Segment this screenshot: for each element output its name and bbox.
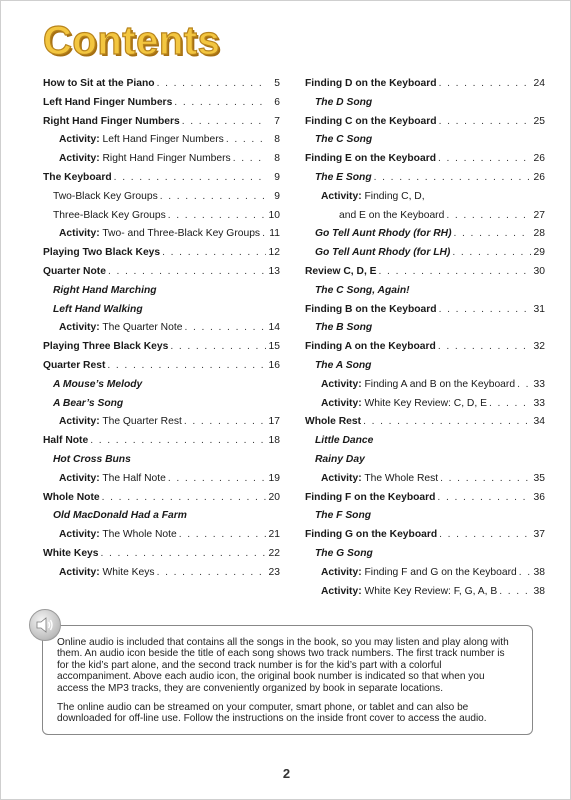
toc-entry-label [59,150,231,169]
toc-entry-label: Finding G on the Keyboard [305,529,438,541]
toc-entry-label [321,376,515,395]
toc-page-number: 24 [533,78,545,89]
toc-page-number: 30 [533,265,545,277]
toc-entry-label [59,225,260,244]
activity-prefix: Activity: [59,134,100,146]
toc-entry-label: Left Hand Walking [53,303,143,315]
toc-page-number: 10 [268,209,280,221]
toc-entry-label: The Keyboard [43,171,112,183]
toc-page-number: 36 [533,491,545,503]
dot-leader [487,395,531,414]
toc-entry [43,169,280,188]
toc-page-number: 6 [274,96,280,108]
dot-leader [497,583,531,602]
activity-title: White Key Review: C, D, E [364,397,487,409]
page-number: 2 [282,766,291,781]
dot-leader [99,545,266,564]
toc-page-number: 12 [268,247,280,259]
dot-leader [515,376,531,395]
toc-entry-label: The C Song [315,134,373,146]
activity-prefix: Activity: [59,472,100,484]
toc-entry-label: Old MacDonald Had a Farm [53,510,187,522]
dot-leader [517,564,531,583]
toc-page-number: 18 [268,435,280,447]
toc-entry [305,169,545,188]
toc-entry [43,75,280,94]
activity-title: The Quarter Rest [102,416,182,428]
toc-entry-label: Little Dance [315,435,374,447]
activity-title: The Quarter Note [102,322,183,334]
dot-leader [155,75,266,94]
dot-leader [106,263,266,282]
toc-entry [43,319,280,338]
activity-title: Left Hand Finger Numbers [102,134,224,146]
toc-page-number: 25 [533,115,545,127]
toc-right-column [305,75,545,601]
toc-entry-label [59,413,182,432]
toc-entry-label: Go Tell Aunt Rhody (for LH) [315,247,451,259]
toc-page-number: 16 [268,359,280,371]
dot-leader [435,489,531,508]
toc-entry-label: Finding D on the Keyboard [305,78,437,89]
activity-prefix: Activity: [59,416,100,428]
toc-entry [305,545,545,564]
toc-entry-label: Hot Cross Buns [53,453,131,465]
activity-prefix: Activity: [321,378,362,390]
toc-entry-label: The F Song [315,510,372,522]
toc-entry-label: Finding F on the Keyboard [305,491,436,503]
activity-title: White Key Review: F, G, A, B [364,585,498,597]
dot-leader [100,489,266,508]
toc-entry [305,188,545,207]
activity-prefix: Activity: [321,585,362,597]
activity-title: Finding A and B on the Keyboard [364,378,516,390]
audio-info-paragraph: Online audio is included that contains all the songs in the book, so you may listen and play along with them. An audio icon beside the title of each song shows two track numbers. The first track number is for the kid’s part alone, and the second track number is for the kid’s part with a colorful accompaniment. Above each audio icon, the original book number is indicated so that when you access the MP3 tracks, they are conveniently organized by book in separate locations. [57,637,509,694]
toc-page-number: 20 [268,491,280,503]
toc-entry-label: A Mouse’s Melody [53,378,143,390]
toc-entry-label [59,470,166,489]
activity-prefix: Activity: [321,397,362,409]
toc-entry-label: The G Song [315,547,373,559]
activity-title: The Whole Rest [364,472,439,484]
toc-page-number: 22 [268,547,280,559]
toc-entry-label: Three-Black Key Groups [53,209,166,221]
toc-page-number: 9 [274,190,280,202]
toc-entry [305,357,545,376]
activity-title: White Keys [102,566,155,578]
dot-leader [437,113,531,132]
toc-page-number: 8 [274,134,280,146]
toc-entry [43,526,280,545]
toc-page-number: 37 [533,529,545,541]
toc-page-number: 38 [533,585,545,597]
toc-entry [305,319,545,338]
toc-entry-label: Right Hand Marching [53,284,157,296]
toc-entry [43,150,280,169]
toc-entry [43,376,280,395]
activity-prefix: Activity: [59,153,100,165]
toc-entry-label: Whole Rest [305,416,362,428]
toc-entry [43,301,280,320]
toc-entry [43,507,280,526]
toc-entry-label [321,395,487,414]
activity-prefix: Activity: [321,190,362,202]
toc-entry-label: Quarter Rest [43,359,106,371]
activity-title: Two- and Three-Black Key Groups [102,228,261,240]
dot-leader [182,319,266,338]
toc-entry-label: The E Song [315,171,372,183]
toc-page-number: 32 [533,341,545,353]
toc-entry-label: Left Hand Finger Numbers [43,96,173,108]
activity-title: The Half Note [102,472,166,484]
toc-page-number: 26 [533,171,545,183]
dot-leader [372,169,531,188]
toc-entry-label: Finding C on the Keyboard [305,115,437,127]
toc-page-number: 8 [274,153,280,165]
activity-title: Finding C, D, [364,190,425,202]
toc-page-number: 26 [533,153,545,165]
dot-leader [377,263,531,282]
toc-entry [43,564,280,583]
toc-page-number: 17 [268,416,280,428]
toc-entry [305,282,545,301]
audio-info-box [42,625,533,735]
toc-entry-label [59,319,182,338]
toc-entry [43,338,280,357]
toc-page-number: 14 [268,322,280,334]
toc-entry [305,301,545,320]
toc-entry-label: Half Note [43,435,89,447]
toc-page-number: 19 [268,472,280,484]
dot-leader [88,432,266,451]
toc-entry-label: Quarter Note [43,265,106,277]
toc-entry-label: Playing Three Black Keys [43,341,169,353]
toc-entry [305,207,545,226]
toc-left-column [43,75,280,583]
page-title: Contents [43,19,221,63]
dot-leader [224,131,266,150]
dot-leader [177,526,266,545]
toc-page-number: 31 [533,303,545,315]
toc-entry-label [321,583,497,602]
toc-entry-label: Go Tell Aunt Rhody (for RH) [315,228,452,240]
toc-entry [305,432,545,451]
toc-entry [305,507,545,526]
activity-title: Right Hand Finger Numbers [102,153,231,165]
toc-entry-label: White Keys [43,547,99,559]
toc-entry-label: and E on the Keyboard [339,209,445,221]
toc-entry [43,94,280,113]
toc-page-number: 13 [268,265,280,277]
toc-entry [305,376,545,395]
dot-leader [160,244,266,263]
toc-entry-label: Two-Black Key Groups [53,190,158,202]
toc-entry [43,413,280,432]
toc-entry [305,113,545,132]
dot-leader [438,470,531,489]
toc-entry [305,94,545,113]
dot-leader [444,207,531,226]
toc-entry [305,263,545,282]
toc-entry [43,207,280,226]
toc-entry [305,583,545,602]
toc-entry [305,526,545,545]
toc-page-number: 15 [268,341,280,353]
toc-entry-label: The A Song [315,359,372,371]
dot-leader [437,526,531,545]
toc-page-number: 28 [533,228,545,240]
dot-leader [436,338,531,357]
toc-entry [43,432,280,451]
toc-page-number: 5 [274,78,280,89]
dot-leader [452,225,531,244]
toc-page-number: 9 [274,171,280,183]
toc-entry [43,395,280,414]
toc-entry [43,225,280,244]
activity-prefix: Activity: [59,322,100,334]
toc-entry-label: Playing Two Black Keys [43,247,161,259]
toc-page-number: 23 [268,566,280,578]
toc-entry-label: Finding E on the Keyboard [305,153,436,165]
toc-entry-label [59,131,224,150]
dot-leader [182,413,266,432]
audio-info-paragraph-2: The online audio can be streamed on your computer, smart phone, or tablet and can also be downloaded for off-line use. Follow the instructions on the inside front cover to access the audio. [57,702,487,725]
dot-leader [112,169,266,188]
toc-entry-label: Rainy Day [315,453,365,465]
dot-leader [168,338,266,357]
toc-entry [305,451,545,470]
toc-entry [43,545,280,564]
toc-page-number: 21 [268,529,280,541]
toc-entry-label: Whole Note [43,491,100,503]
toc-entry-label: Finding B on the Keyboard [305,303,437,315]
dot-leader [436,150,531,169]
toc-entry [43,357,280,376]
activity-prefix: Activity: [321,472,362,484]
toc-entry-label [321,564,517,583]
toc-entry [305,489,545,508]
toc-page-number: 38 [533,566,545,578]
toc-entry [43,263,280,282]
toc-entry-label: How to Sit at the Piano [43,78,155,89]
toc-entry [43,244,280,263]
toc-entry [305,150,545,169]
toc-entry-label [59,564,155,583]
dot-leader [231,150,266,169]
toc-entry [305,395,545,414]
dot-leader [166,470,266,489]
dot-leader [437,75,531,94]
toc-entry [305,413,545,432]
activity-prefix: Activity: [59,529,100,541]
toc-entry-label: Review C, D, E [305,265,377,277]
toc-entry [43,451,280,470]
toc-page-number: 11 [269,228,280,240]
toc-entry [305,564,545,583]
dot-leader [166,207,266,226]
activity-title: The Whole Note [102,529,177,541]
dot-leader [105,357,266,376]
dot-leader [437,301,531,320]
toc-entry [305,131,545,150]
toc-entry-label: Right Hand Finger Numbers [43,115,180,127]
toc-entry [305,244,545,263]
toc-entry [305,225,545,244]
toc-entry [305,75,545,94]
toc-entry [43,113,280,132]
dot-leader [172,94,266,113]
toc-entry [43,470,280,489]
toc-entry-label [321,470,438,489]
toc-page-number: 34 [533,416,545,428]
activity-prefix: Activity: [59,566,100,578]
activity-prefix: Activity: [59,228,100,240]
toc-entry-label: The C Song, Again! [315,284,410,296]
toc-entry [43,188,280,207]
dot-leader [361,413,531,432]
toc-page-number: 33 [533,378,545,390]
toc-entry-label: Finding A on the Keyboard [305,341,436,353]
toc-entry-label [321,188,425,207]
toc-entry [43,282,280,301]
toc-page-number: 35 [533,472,545,484]
toc-page-number: 7 [274,115,280,127]
toc-entry [305,470,545,489]
toc-page-number: 33 [533,397,545,409]
toc-entry [43,131,280,150]
activity-prefix: Activity: [321,566,362,578]
toc-entry [43,489,280,508]
dot-leader [450,244,531,263]
speaker-icon [29,609,61,641]
toc-entry-label: A Bear’s Song [53,397,124,409]
toc-entry [305,338,545,357]
toc-entry-label [59,526,177,545]
dot-leader [158,188,266,207]
toc-page-number: 29 [533,247,545,259]
activity-title: Finding F and G on the Keyboard [364,566,517,578]
dot-leader [180,113,266,132]
dot-leader [155,564,266,583]
toc-entry-label: The D Song [315,96,373,108]
toc-entry-label: The B Song [315,322,373,334]
toc-page-number: 27 [533,209,545,221]
